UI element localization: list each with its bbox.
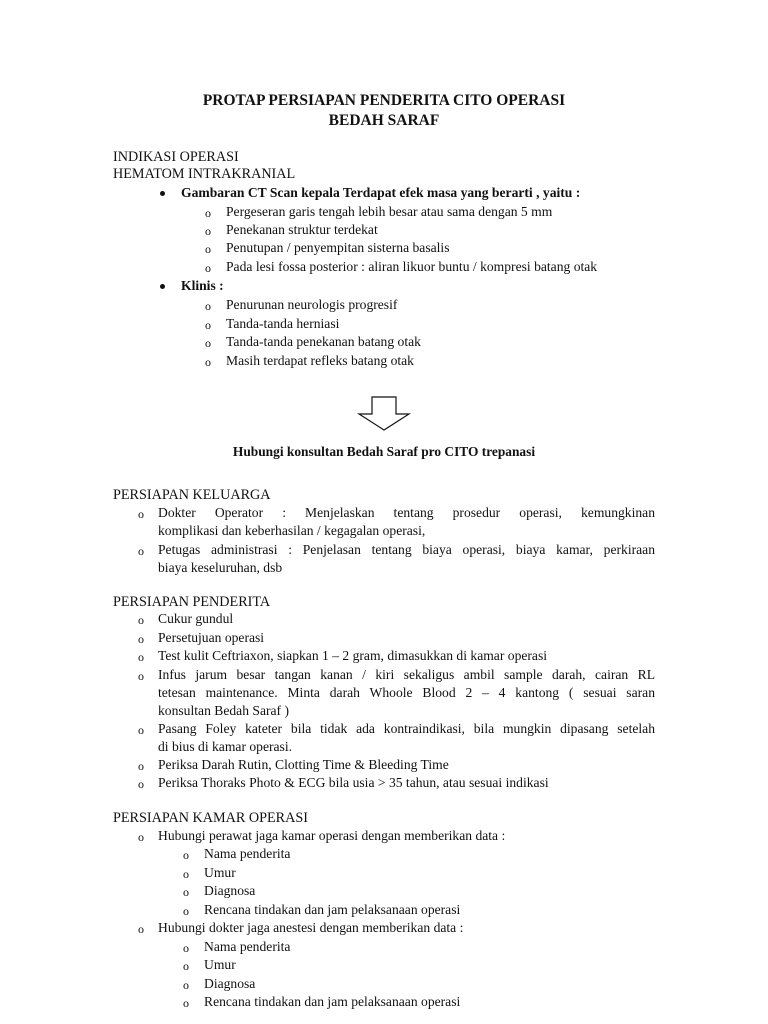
- klinis-item: Tanda-tanda penekanan batang otak: [226, 334, 421, 349]
- penderita-item-line: Persetujuan operasi: [158, 630, 265, 645]
- keluarga-item-line: Dokter Operator : Menjelaskan tentang prosedur operasi, kemungkinan: [158, 505, 655, 520]
- klinis-item: Tanda-tanda herniasi: [226, 316, 340, 331]
- circle-bullet-icon: o: [183, 941, 189, 955]
- kamar-group-item: Umur: [204, 865, 236, 880]
- circle-bullet-icon: o: [138, 544, 144, 558]
- document-title-line-1: PROTAP PERSIAPAN PENDERITA CITO OPERASI: [202, 92, 566, 109]
- penderita-item-line: Periksa Darah Rutin, Clotting Time & Bleeding Time: [158, 757, 449, 772]
- down-arrow-icon: [357, 396, 411, 432]
- hematom-subheading: HEMATOM INTRAKRANIAL: [113, 166, 296, 182]
- kamar-heading: PERSIAPAN KAMAR OPERASI: [113, 810, 308, 826]
- ct-scan-item: Penekanan struktur terdekat: [226, 222, 378, 237]
- circle-bullet-icon: o: [205, 206, 211, 220]
- circle-bullet-icon: o: [183, 959, 189, 973]
- circle-bullet-icon: o: [138, 922, 144, 936]
- kamar-group-item: Nama penderita: [204, 939, 291, 954]
- document-title-line-2: BEDAH SARAF: [328, 112, 440, 129]
- circle-bullet-icon: o: [138, 759, 144, 773]
- penderita-item-line: Infus jarum besar tangan kanan / kiri sekaligus ambil sample darah, cairan RL: [158, 667, 655, 682]
- ct-scan-label: Gambaran CT Scan kepala Terdapat efek masa yang berarti , yaitu :: [181, 185, 581, 200]
- circle-bullet-icon: o: [205, 299, 211, 313]
- kamar-group-item: Umur: [204, 957, 236, 972]
- circle-bullet-icon: o: [138, 613, 144, 627]
- keluarga-item-line: komplikasi dan keberhasilan / kegagalan operasi,: [158, 523, 426, 538]
- circle-bullet-icon: o: [183, 867, 189, 881]
- indikasi-heading: INDIKASI OPERASI: [113, 149, 239, 165]
- circle-bullet-icon: o: [205, 355, 211, 369]
- ct-scan-item: Pada lesi fossa posterior : aliran likuor buntu / kompresi batang otak: [226, 259, 598, 274]
- circle-bullet-icon: o: [205, 336, 211, 350]
- kamar-group-item: Rencana tindakan dan jam pelaksanaan operasi: [204, 902, 461, 917]
- kamar-group-item: Diagnosa: [204, 883, 256, 898]
- circle-bullet-icon: o: [138, 507, 144, 521]
- keluarga-item-line: Petugas administrasi : Penjelasan tentang biaya operasi, biaya kamar, perkiraan: [158, 542, 655, 557]
- klinis-label: Klinis :: [181, 278, 224, 293]
- circle-bullet-icon: o: [138, 777, 144, 791]
- bullet-dot-icon: [160, 284, 165, 289]
- circle-bullet-icon: o: [183, 848, 189, 862]
- ct-scan-item: Penutupan / penyempitan sisterna basalis: [226, 240, 450, 255]
- klinis-item: Masih terdapat refleks batang otak: [226, 353, 414, 368]
- circle-bullet-icon: o: [138, 650, 144, 664]
- circle-bullet-icon: o: [138, 830, 144, 844]
- circle-bullet-icon: o: [183, 978, 189, 992]
- kamar-group-item: Nama penderita: [204, 846, 291, 861]
- penderita-item-line: tetesan maintenance. Minta darah Whoole Blood 2 – 4 kantong ( sesuai saran: [158, 685, 655, 700]
- kamar-group-item: Rencana tindakan dan jam pelaksanaan operasi: [204, 994, 461, 1009]
- circle-bullet-icon: o: [205, 261, 211, 275]
- penderita-item-line: Periksa Thoraks Photo & ECG bila usia > 35 tahun, atau sesuai indikasi: [158, 775, 549, 790]
- bullet-dot-icon: [160, 191, 165, 196]
- circle-bullet-icon: o: [205, 318, 211, 332]
- penderita-heading: PERSIAPAN PENDERITA: [113, 594, 271, 610]
- penderita-item-line: konsultan Bedah Saraf ): [158, 703, 289, 718]
- circle-bullet-icon: o: [138, 669, 144, 683]
- consult-instruction: Hubungi konsultan Bedah Saraf pro CITO trepanasi: [232, 444, 536, 459]
- keluarga-item-line: biaya keseluruhan, dsb: [158, 560, 283, 575]
- circle-bullet-icon: o: [205, 242, 211, 256]
- penderita-item-line: Test kulit Ceftriaxon, siapkan 1 – 2 gram, dimasukkan di kamar operasi: [158, 648, 548, 663]
- circle-bullet-icon: o: [138, 723, 144, 737]
- klinis-item: Penurunan neurologis progresif: [226, 297, 398, 312]
- circle-bullet-icon: o: [138, 632, 144, 646]
- penderita-item-line: Pasang Foley kateter bila tidak ada kontraindikasi, bila mungkin dipasang setelah: [158, 721, 655, 736]
- circle-bullet-icon: o: [183, 885, 189, 899]
- penderita-item-line: di bius di kamar operasi.: [158, 739, 293, 754]
- circle-bullet-icon: o: [183, 996, 189, 1010]
- kamar-group-label: Hubungi dokter jaga anestesi dengan memberikan data :: [158, 920, 464, 935]
- keluarga-heading: PERSIAPAN KELUARGA: [113, 487, 271, 503]
- kamar-group-item: Diagnosa: [204, 976, 256, 991]
- kamar-group-label: Hubungi perawat jaga kamar operasi dengan memberikan data :: [158, 828, 506, 843]
- circle-bullet-icon: o: [183, 904, 189, 918]
- penderita-item-line: Cukur gundul: [158, 611, 234, 626]
- ct-scan-item: Pergeseran garis tengah lebih besar atau sama dengan 5 mm: [226, 204, 553, 219]
- circle-bullet-icon: o: [205, 224, 211, 238]
